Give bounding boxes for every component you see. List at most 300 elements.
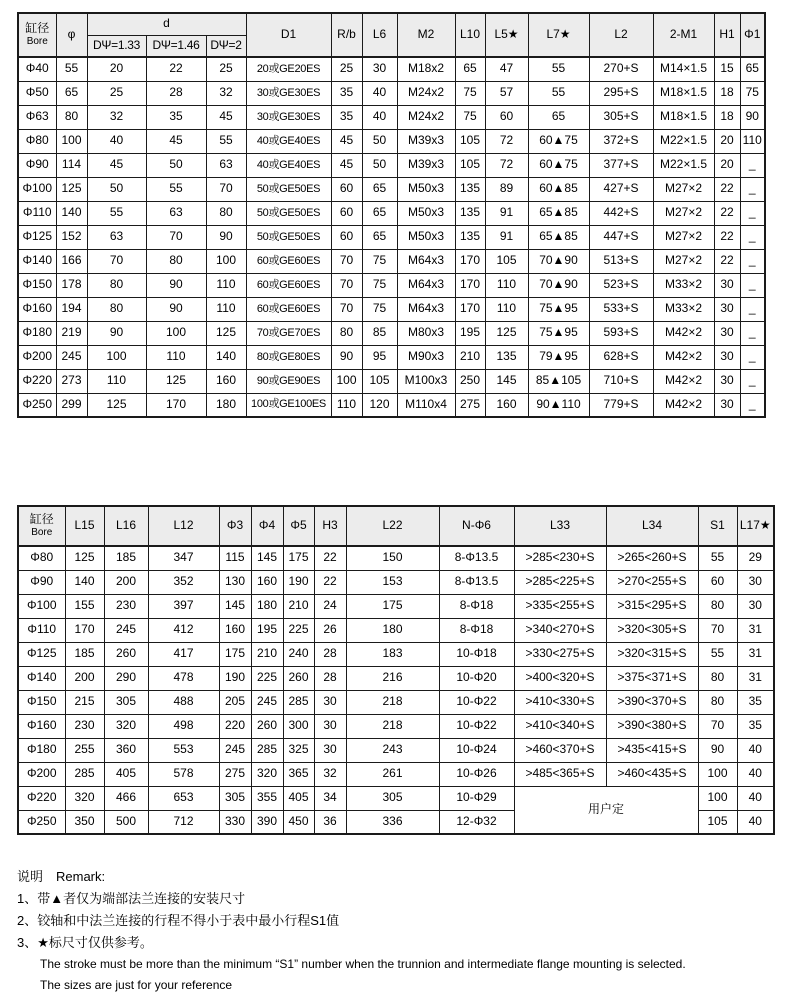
cell: 110: [331, 393, 362, 417]
cell: 305: [346, 786, 439, 810]
cell: M100x3: [397, 369, 455, 393]
cell: 195: [455, 321, 485, 345]
cell: 70或GE70ES: [246, 321, 331, 345]
col-header-phi5: Φ5: [283, 506, 314, 546]
cell: 10-Φ26: [439, 762, 514, 786]
col-header-h1: H1: [714, 13, 740, 57]
cell: 30或GE30ES: [246, 105, 331, 129]
remark-line-en-1: The stroke must be more than the minimum “S1” number when the trunnion and intermediate flange mounting is selected.: [40, 957, 686, 971]
cell: >285<230+S: [514, 546, 606, 570]
cell: >265<260+S: [606, 546, 698, 570]
bore-cell: Φ80: [18, 546, 65, 570]
cell: 225: [251, 666, 283, 690]
cell: 105: [455, 153, 485, 177]
cell: 170: [65, 618, 104, 642]
table-row: [18, 786, 774, 810]
col-header-l12: L12: [148, 506, 219, 546]
cell: M22×1.5: [653, 153, 714, 177]
cell: 417: [148, 642, 219, 666]
cell: M90x3: [397, 345, 455, 369]
cell: 28: [314, 642, 346, 666]
col-header-bore: [18, 506, 65, 546]
cell: >410<340+S: [514, 714, 606, 738]
cell: M24x2: [397, 81, 455, 105]
cell: 50: [362, 129, 397, 153]
cell: M64x3: [397, 273, 455, 297]
cell: 55: [528, 81, 589, 105]
cell: 210: [283, 594, 314, 618]
bore-cell: Φ160: [18, 297, 56, 321]
cell: 70: [146, 225, 206, 249]
table-row: [18, 393, 765, 417]
cell: 120: [362, 393, 397, 417]
cell: 710+S: [589, 369, 653, 393]
cell: 230: [104, 594, 148, 618]
cell: 35: [146, 105, 206, 129]
cell: 299: [56, 393, 87, 417]
cell: 100: [206, 249, 246, 273]
cell: >340<270+S: [514, 618, 606, 642]
bore-cell: Φ140: [18, 666, 65, 690]
cell: >400<320+S: [514, 666, 606, 690]
cell: 488: [148, 690, 219, 714]
cell: 270+S: [589, 57, 653, 81]
cell: 70: [698, 618, 737, 642]
cell: 22: [714, 249, 740, 273]
cell: 372+S: [589, 129, 653, 153]
cell: 50或GE50ES: [246, 201, 331, 225]
cell: 85: [362, 321, 397, 345]
cell: 75: [362, 249, 397, 273]
cell: 405: [283, 786, 314, 810]
cell: 166: [56, 249, 87, 273]
cell: 240: [283, 642, 314, 666]
cell: 100或GE100ES: [246, 393, 331, 417]
cell: 200: [65, 666, 104, 690]
cell: 336: [346, 810, 439, 834]
cell: 180: [346, 618, 439, 642]
cell: M27×2: [653, 249, 714, 273]
cell: 593+S: [589, 321, 653, 345]
cell: M42×2: [653, 393, 714, 417]
cell: 40: [737, 810, 774, 834]
cell: 170: [455, 273, 485, 297]
remark-line-2: 2、铰轴和中法兰连接的行程不得小于表中最小行程S1值: [17, 913, 340, 928]
cell: 32: [206, 81, 246, 105]
cell: 10-Φ22: [439, 690, 514, 714]
cell: 90: [698, 738, 737, 762]
bore-cell: Φ50: [18, 81, 56, 105]
cell: 22: [314, 546, 346, 570]
col-header-s1: S1: [698, 506, 737, 546]
cell: 290: [104, 666, 148, 690]
bore-cell: Φ180: [18, 738, 65, 762]
cell: 31: [737, 618, 774, 642]
cell: M33×2: [653, 297, 714, 321]
cell: >460<370+S: [514, 738, 606, 762]
cell: 628+S: [589, 345, 653, 369]
cell: 63: [87, 225, 146, 249]
bore-cell: Φ80: [18, 129, 56, 153]
table-row: [18, 714, 774, 738]
cell: 45: [146, 129, 206, 153]
cell: 22: [714, 177, 740, 201]
col-header-l6: L6: [362, 13, 397, 57]
cell: 125: [146, 369, 206, 393]
cell: 8-Φ18: [439, 618, 514, 642]
cell: 305+S: [589, 105, 653, 129]
bore-cell: Φ125: [18, 225, 56, 249]
cell: 30: [714, 321, 740, 345]
cell: 47: [485, 57, 528, 81]
col-header-m2: M2: [397, 13, 455, 57]
cell: 22: [146, 57, 206, 81]
cell: 153: [346, 570, 439, 594]
cell: 55: [146, 177, 206, 201]
cell: _: [740, 297, 765, 321]
cell: >320<305+S: [606, 618, 698, 642]
cell: 320: [251, 762, 283, 786]
cell: 779+S: [589, 393, 653, 417]
cell: 40: [737, 738, 774, 762]
cell: 60或GE60ES: [246, 273, 331, 297]
cell: 115: [219, 546, 251, 570]
cell: 10-Φ20: [439, 666, 514, 690]
cell: 245: [104, 618, 148, 642]
cell: 65: [740, 57, 765, 81]
cell: 55: [698, 642, 737, 666]
cell: 90: [146, 297, 206, 321]
cell: 45: [206, 105, 246, 129]
cell: 50或GE50ES: [246, 177, 331, 201]
cell: 60: [331, 177, 362, 201]
cell: 35: [737, 714, 774, 738]
cell: 60▲75: [528, 129, 589, 153]
cell: 365: [283, 762, 314, 786]
cell: 160: [485, 393, 528, 417]
cell: 36: [314, 810, 346, 834]
cell: 145: [219, 594, 251, 618]
cell: _: [740, 201, 765, 225]
merged-cell-user-defined: 用户定: [514, 786, 698, 834]
cell: 140: [65, 570, 104, 594]
cell: 35: [331, 105, 362, 129]
cell: 320: [65, 786, 104, 810]
cell: 30: [714, 273, 740, 297]
table-row: [18, 546, 774, 570]
bore-cell: Φ200: [18, 345, 56, 369]
cell: 32: [314, 762, 346, 786]
cell: 160: [219, 618, 251, 642]
cell: 80或GE80ES: [246, 345, 331, 369]
cell: 8-Φ13.5: [439, 546, 514, 570]
cell: 75: [362, 273, 397, 297]
cell: >330<275+S: [514, 642, 606, 666]
cell: 20或GE20ES: [246, 57, 331, 81]
cell: 135: [485, 345, 528, 369]
cell: 30: [737, 570, 774, 594]
cell: 305: [104, 690, 148, 714]
cell: M27×2: [653, 225, 714, 249]
cell: 70: [331, 273, 362, 297]
cell: 55: [56, 57, 87, 81]
cell: 377+S: [589, 153, 653, 177]
cell: 28: [314, 666, 346, 690]
cell: 427+S: [589, 177, 653, 201]
cell: _: [740, 369, 765, 393]
cell: 65▲85: [528, 225, 589, 249]
cell: 260: [104, 642, 148, 666]
cell: 397: [148, 594, 219, 618]
cell: 100: [56, 129, 87, 153]
table-row: [18, 570, 774, 594]
cell: 100: [698, 786, 737, 810]
bore-label-en: Bore: [31, 527, 53, 539]
cell: 10-Φ24: [439, 738, 514, 762]
bore-cell: Φ220: [18, 369, 56, 393]
cell: 135: [455, 177, 485, 201]
cell: 60或GE60ES: [246, 297, 331, 321]
cell: M50x3: [397, 177, 455, 201]
cell: 80: [146, 249, 206, 273]
cell: 225: [283, 618, 314, 642]
cell: 140: [56, 201, 87, 225]
cell: 45: [87, 153, 146, 177]
cell: 135: [455, 225, 485, 249]
bore-cell: Φ250: [18, 810, 65, 834]
cell: 110: [740, 129, 765, 153]
cell: 160: [206, 369, 246, 393]
cell: 152: [56, 225, 87, 249]
cell: 578: [148, 762, 219, 786]
cell: 175: [219, 642, 251, 666]
cell: 55: [87, 201, 146, 225]
cell: 245: [251, 690, 283, 714]
cell: 125: [485, 321, 528, 345]
cell: 125: [87, 393, 146, 417]
cell: 31: [737, 666, 774, 690]
cell: 347: [148, 546, 219, 570]
cell: 34: [314, 786, 346, 810]
cell: 210: [455, 345, 485, 369]
cell: 183: [346, 642, 439, 666]
cell: 80: [698, 666, 737, 690]
bore-cell: Φ40: [18, 57, 56, 81]
cell: 105: [362, 369, 397, 393]
cell: 20: [714, 153, 740, 177]
cell: 261: [346, 762, 439, 786]
cell: 40或GE40ES: [246, 129, 331, 153]
cell: 110: [206, 297, 246, 321]
cell: 185: [104, 546, 148, 570]
cell: >375<371+S: [606, 666, 698, 690]
cell: 95: [362, 345, 397, 369]
table-row: [18, 57, 765, 81]
table-row: [18, 618, 774, 642]
cell: 170: [455, 297, 485, 321]
cell: 218: [346, 714, 439, 738]
col-header-d-group: d: [87, 13, 246, 35]
cell: 190: [283, 570, 314, 594]
cell: 219: [56, 321, 87, 345]
cell: 24: [314, 594, 346, 618]
cell: 60▲85: [528, 177, 589, 201]
cell: 320: [104, 714, 148, 738]
cell: 75▲95: [528, 297, 589, 321]
table-row: [18, 249, 765, 273]
cell: 450: [283, 810, 314, 834]
cell: 273: [56, 369, 87, 393]
col-header-l16: L16: [104, 506, 148, 546]
cell: 90: [740, 105, 765, 129]
col-header-nphi6: N-Φ6: [439, 506, 514, 546]
bore-cell: Φ100: [18, 177, 56, 201]
cell: 50: [87, 177, 146, 201]
cell: 170: [146, 393, 206, 417]
cell: 40或GE40ES: [246, 153, 331, 177]
cell: 220: [219, 714, 251, 738]
cell: 285: [251, 738, 283, 762]
cell: M64x3: [397, 297, 455, 321]
cell: 360: [104, 738, 148, 762]
cell: 523+S: [589, 273, 653, 297]
cell: 275: [219, 762, 251, 786]
cell: 65: [362, 201, 397, 225]
cell: 65: [56, 81, 87, 105]
cell: 100: [146, 321, 206, 345]
col-header-2m1: 2-M1: [653, 13, 714, 57]
cell: 466: [104, 786, 148, 810]
cell: 30: [362, 57, 397, 81]
col-header-phi1: Φ1: [740, 13, 765, 57]
bore-cell: Φ90: [18, 153, 56, 177]
cell: _: [740, 225, 765, 249]
cell: >460<435+S: [606, 762, 698, 786]
cell: 80: [206, 201, 246, 225]
bore-cell: Φ100: [18, 594, 65, 618]
cell: 75: [362, 297, 397, 321]
cell: 114: [56, 153, 87, 177]
bore-cell: Φ250: [18, 393, 56, 417]
cell: 150: [346, 546, 439, 570]
cell: 500: [104, 810, 148, 834]
cell: M50x3: [397, 201, 455, 225]
cell: 70: [331, 297, 362, 321]
table-row: [18, 666, 774, 690]
bore-cell: Φ150: [18, 273, 56, 297]
cell: 29: [737, 546, 774, 570]
cell: 22: [714, 201, 740, 225]
cell: 175: [283, 546, 314, 570]
bore-cell: Φ63: [18, 105, 56, 129]
cell: 90: [206, 225, 246, 249]
cell: 80: [56, 105, 87, 129]
col-header-bore: [18, 13, 56, 57]
table-row: [18, 105, 765, 129]
cell: 40: [362, 81, 397, 105]
cell: 65▲85: [528, 201, 589, 225]
cell: 250: [455, 369, 485, 393]
cell: 65: [528, 105, 589, 129]
cell: 60或GE60ES: [246, 249, 331, 273]
cell: 75▲95: [528, 321, 589, 345]
col-header-phi: φ: [56, 13, 87, 57]
cell: 50: [362, 153, 397, 177]
cell: M42×2: [653, 345, 714, 369]
cell: 352: [148, 570, 219, 594]
cell: 285: [65, 762, 104, 786]
cell: 80: [331, 321, 362, 345]
dimension-table-top: [17, 12, 766, 418]
cell: 553: [148, 738, 219, 762]
cell: 653: [148, 786, 219, 810]
cell: 145: [251, 546, 283, 570]
cell: 105: [698, 810, 737, 834]
cell: 125: [65, 546, 104, 570]
cell: 447+S: [589, 225, 653, 249]
cell: 110: [87, 369, 146, 393]
cell: 513+S: [589, 249, 653, 273]
cell: 100: [87, 345, 146, 369]
cell: M18x2: [397, 57, 455, 81]
cell: 180: [206, 393, 246, 417]
cell: >435<415+S: [606, 738, 698, 762]
bore-cell: Φ200: [18, 762, 65, 786]
cell: M18×1.5: [653, 81, 714, 105]
cell: 80: [698, 690, 737, 714]
cell: 140: [206, 345, 246, 369]
cell: 230: [65, 714, 104, 738]
cell: >335<255+S: [514, 594, 606, 618]
col-header-d1: D1: [246, 13, 331, 57]
cell: 30或GE30ES: [246, 81, 331, 105]
cell: 498: [148, 714, 219, 738]
cell: 30: [714, 369, 740, 393]
cell: 8-Φ13.5: [439, 570, 514, 594]
cell: 79▲95: [528, 345, 589, 369]
cell: 90▲110: [528, 393, 589, 417]
cell: 243: [346, 738, 439, 762]
cell: 125: [206, 321, 246, 345]
cell: 45: [331, 153, 362, 177]
cell: 105: [455, 129, 485, 153]
cell: M64x3: [397, 249, 455, 273]
cell: 210: [251, 642, 283, 666]
cell: 60: [331, 225, 362, 249]
cell: M22×1.5: [653, 129, 714, 153]
cell: 8-Φ18: [439, 594, 514, 618]
table-row: [18, 345, 765, 369]
cell: 10-Φ29: [439, 786, 514, 810]
col-header-l2: L2: [589, 13, 653, 57]
cell: 65: [362, 177, 397, 201]
cell: 55: [206, 129, 246, 153]
table-row: [18, 129, 765, 153]
cell: M80x3: [397, 321, 455, 345]
cell: 100: [698, 762, 737, 786]
cell: 50: [146, 153, 206, 177]
cell: _: [740, 153, 765, 177]
col-header-l17: L17★: [737, 506, 774, 546]
cell: >390<380+S: [606, 714, 698, 738]
cell: 218: [346, 690, 439, 714]
cell: 195: [251, 618, 283, 642]
cell: >315<295+S: [606, 594, 698, 618]
cell: 160: [251, 570, 283, 594]
table-row: [18, 153, 765, 177]
cell: 40: [737, 762, 774, 786]
cell: 90: [146, 273, 206, 297]
